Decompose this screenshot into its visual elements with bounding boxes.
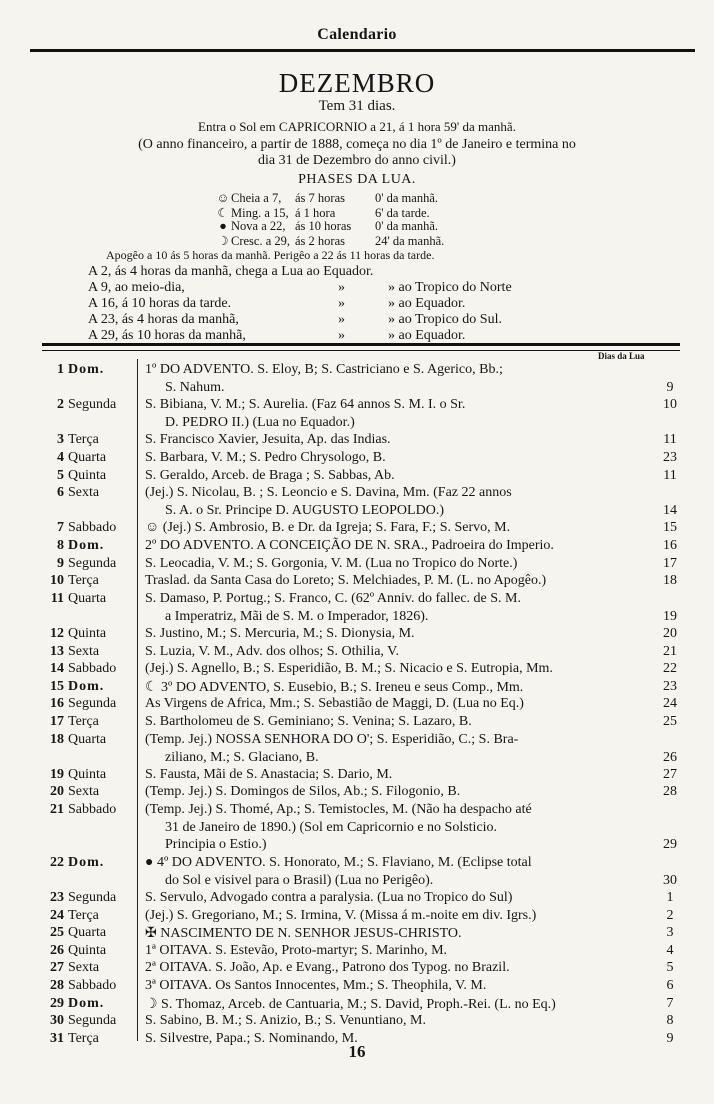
day-row	[0, 714, 714, 732]
weekday: Dom.	[68, 362, 105, 377]
phase-row	[215, 233, 444, 249]
phase-minutes: 24' da manhã.	[375, 234, 445, 248]
weekday: Segunda	[68, 890, 117, 905]
moon-day: 30	[663, 873, 677, 888]
day-number: 23	[50, 890, 64, 905]
day-number: 31	[50, 1031, 64, 1046]
top-rule	[30, 49, 695, 52]
saint-text: S. Silvestre, Papa.; S. Nominando, M.	[145, 1031, 358, 1046]
weekday: Terça	[68, 714, 99, 729]
saint-text: (Temp. Jej.) NOSSA SENHORA DO O'; S. Esperidião, C.; S. Bra-	[145, 732, 519, 747]
saint-text: ☺ (Jej.) S. Ambrosio, B. e Dr. da Igreja; S. Fara, F.; S. Servo, M.	[145, 520, 511, 535]
moon-day: 28	[663, 784, 677, 799]
moon-day: 21	[663, 644, 677, 659]
saint-text: 1º DO ADVENTO. S. Eloy, B; S. Castriciano e S. Agerico, Bb.;	[145, 362, 503, 377]
day-row	[0, 556, 714, 574]
weekday: Segunda	[68, 397, 117, 412]
day-row	[0, 960, 714, 978]
day-row	[0, 908, 714, 926]
day-number: 22	[50, 855, 64, 870]
day-row	[0, 573, 714, 591]
saint-text: Traslad. da Santa Casa do Loreto; S. Melchiades, P. M. (L. no Apogêo.)	[145, 573, 547, 588]
moon-day: 11	[663, 468, 677, 483]
weekday: Quarta	[68, 591, 107, 606]
saint-text: a Imperatriz, Mãi de S. M. o Imperador, 1826).	[165, 609, 429, 624]
moon-day: 1	[666, 890, 674, 905]
day-number: 17	[50, 714, 64, 729]
day-number: 12	[50, 626, 64, 641]
weekday: Quinta	[68, 943, 107, 958]
day-row	[0, 890, 714, 908]
phase-hour: ás 10 horas	[295, 219, 352, 233]
day-row	[0, 802, 714, 852]
weekday: Sabbado	[68, 802, 117, 817]
saint-text: ☾ 3º DO ADVENTO, S. Eusebio, B.; S. Ireneu e seus Comp., Mm.	[145, 680, 524, 695]
equator-destination: » ao Tropico do Sul.	[388, 312, 502, 327]
moon-day: 14	[663, 503, 677, 518]
saint-text: (Jej.) S. Agnello, B.; S. Esperidião, B. M.; S. Nicacio e S. Eutropia, Mm.	[145, 661, 553, 676]
day-number: 7	[57, 520, 64, 535]
day-row	[0, 978, 714, 996]
moon-day: 26	[663, 750, 677, 765]
day-number: 16	[50, 696, 64, 711]
moon-day: 6	[666, 978, 674, 993]
saint-text: S. A. o Sr. Principe D. AUGUSTO LEOPOLDO.)	[165, 503, 444, 518]
phase-minutes: 0' da manhã.	[375, 219, 438, 233]
saint-text: (Temp. Jej.) S. Domingos de Silos, Ab.; S. Filogonio, B.	[145, 784, 461, 799]
moon-day: 29	[663, 837, 677, 852]
day-row	[0, 1013, 714, 1031]
weekday: Quarta	[68, 925, 107, 940]
day-row	[0, 591, 714, 624]
equator-ditto: »	[338, 280, 345, 295]
day-row	[0, 996, 714, 1014]
day-row	[0, 538, 714, 556]
weekday: Segunda	[68, 1013, 117, 1028]
day-row	[0, 943, 714, 961]
saint-text: ● 4º DO ADVENTO. S. Honorato, M.; S. Flaviano, M. (Eclipse total	[145, 855, 532, 870]
moon-day: 8	[666, 1013, 674, 1028]
saint-text: ✠ NASCIMENTO DE N. SENHOR JESUS-CHRISTO.	[145, 926, 462, 941]
day-row	[0, 362, 714, 395]
weekday: Sexta	[68, 960, 100, 975]
weekday: Sexta	[68, 644, 100, 659]
saint-text: ziliano, M.; S. Glaciano, B.	[165, 750, 319, 765]
moon-phase-icon: ☺	[216, 191, 230, 205]
weekday: Segunda	[68, 556, 117, 571]
moon-day: 4	[666, 943, 674, 958]
weekday: Dom.	[68, 996, 105, 1011]
weekday: Terça	[68, 1031, 99, 1046]
equator-destination: » ao Equador.	[388, 296, 466, 311]
weekday: Dom.	[68, 855, 105, 870]
weekday: Dom.	[68, 679, 105, 694]
weekday: Terça	[68, 432, 99, 447]
saint-text: S. Justino, M.; S. Mercuria, M.; S. Dionysia, M.	[145, 626, 415, 641]
day-number: 4	[57, 450, 64, 465]
day-number: 25	[50, 925, 64, 940]
equator-text: A 2, ás 4 horas da manhã, chega a Lua ao Equador.	[88, 264, 374, 279]
day-number: 3	[57, 432, 64, 447]
fiscal-note-line-2: dia 31 de Dezembro do anno civil.)	[258, 153, 456, 168]
day-row	[0, 925, 714, 943]
phase-minutes: 0' da manhã.	[375, 191, 438, 205]
saint-text: 1ª OITAVA. S. Estevão, Proto-martyr; S. Marinho, M.	[145, 943, 448, 958]
day-row	[0, 397, 714, 430]
equator-text: A 9, ao meio-dia,	[88, 280, 185, 295]
equator-ditto: »	[338, 296, 345, 311]
saint-text: S. Leocadia, V. M.; S. Gorgonia, V. M. (Lua no Tropico do Norte.)	[145, 556, 518, 571]
day-row	[0, 732, 714, 765]
weekday: Sabbado	[68, 520, 117, 535]
day-row	[0, 468, 714, 486]
day-number: 24	[50, 908, 64, 923]
moon-day: 7	[666, 996, 674, 1011]
day-number: 6	[57, 485, 64, 500]
moon-day: 17	[663, 556, 677, 571]
moon-day: 24	[663, 696, 677, 711]
day-number: 30	[50, 1013, 64, 1028]
saint-text: 2º DO ADVENTO. A CONCEIÇÃO DE N. SRA., Padroeira do Imperio.	[145, 538, 554, 553]
moon-day: 19	[663, 609, 677, 624]
day-row	[0, 644, 714, 662]
day-number: 21	[50, 802, 64, 817]
day-number: 10	[50, 573, 64, 588]
saint-text: S. Geraldo, Arceb. de Braga ; S. Sabbas, Ab.	[145, 468, 395, 483]
equator-destination: » ao Equador.	[388, 328, 466, 343]
table-rule	[42, 343, 680, 351]
day-row	[0, 784, 714, 802]
day-row	[0, 767, 714, 785]
day-row	[0, 626, 714, 644]
saint-text: 31 de Janeiro de 1890.) (Sol em Capricornio e no Solsticio.	[165, 820, 498, 835]
day-row	[0, 520, 714, 538]
moon-days-header: Dias da Lua	[598, 351, 645, 361]
moon-day: 22	[663, 661, 677, 676]
moon-day: 16	[663, 538, 677, 553]
day-row	[0, 679, 714, 697]
weekday: Terça	[68, 908, 99, 923]
phase-date: Nova a 22,	[231, 219, 286, 233]
apogee-perigee: Apogêo a 10 ás 5 horas da manhã. Perigêo a 22 ás 11 horas da tarde.	[106, 248, 435, 262]
day-number: 2	[57, 397, 64, 412]
phase-hour: ás 7 horas	[295, 191, 345, 205]
day-number: 9	[57, 556, 64, 571]
day-number: 13	[50, 644, 64, 659]
day-row	[0, 485, 714, 518]
weekday: Sexta	[68, 784, 100, 799]
equator-text: A 29, ás 10 horas da manhã,	[88, 328, 246, 343]
day-number: 15	[50, 679, 64, 694]
saint-text: 3ª OITAVA. Os Santos Innocentes, Mm.; S. Theophila, V. M.	[145, 978, 487, 993]
day-number: 1	[57, 362, 64, 377]
saint-text: S. Barbara, V. M.; S. Pedro Chrysologo, B.	[145, 450, 386, 465]
phases-title: PHASES DA LUA.	[298, 172, 416, 187]
moon-day: 18	[663, 573, 677, 588]
saint-text: D. PEDRO II.) (Lua no Equador.)	[165, 415, 355, 430]
running-title: Calendario	[317, 26, 397, 43]
moon-day: 11	[663, 432, 677, 447]
saint-text: As Virgens de Africa, Mm.; S. Sebastião de Maggi, D. (Lua no Eq.)	[145, 696, 524, 711]
sun-entry: Entra o Sol em CAPRICORNIO a 21, á 1 hora 59' da manhã.	[198, 119, 516, 134]
moon-day: 20	[663, 626, 677, 641]
day-number: 8	[57, 538, 64, 553]
moon-day: 5	[666, 960, 674, 975]
saint-text: (Jej.) S. Nicolau, B. ; S. Leoncio e S. Davina, Mm. (Faz 22 annos	[145, 485, 512, 500]
month-title: DEZEMBRO	[278, 68, 436, 98]
weekday: Terça	[68, 573, 99, 588]
day-row	[0, 855, 714, 888]
moon-day: 10	[663, 397, 677, 412]
phase-date: Ming. a 15,	[231, 206, 289, 220]
equator-text: A 16, á 10 horas da tarde.	[88, 296, 232, 311]
moon-day: 9	[666, 1031, 674, 1046]
phase-row	[215, 219, 438, 234]
day-number: 28	[50, 978, 64, 993]
weekday: Sabbado	[68, 661, 117, 676]
weekday: Dom.	[68, 538, 105, 553]
fiscal-note-line-1: (O anno financeiro, a partir de 1888, começa no dia 1º de Janeiro e termina no	[138, 137, 576, 152]
day-number: 18	[50, 732, 64, 747]
equator-ditto: »	[338, 328, 345, 343]
weekday: Quarta	[68, 732, 107, 747]
page-number: 16	[348, 1042, 366, 1061]
day-row	[0, 661, 714, 679]
saint-text: ☽ S. Thomaz, Arceb. de Cantuaria, M.; S. David, Proph.-Rei. (L. no Eq.)	[145, 997, 556, 1012]
day-number: 29	[50, 996, 64, 1011]
day-row	[0, 696, 714, 714]
moon-day: 2	[666, 908, 674, 923]
saint-text: Principia o Estio.)	[165, 837, 267, 852]
month-days: Tem 31 dias.	[318, 98, 396, 114]
moon-day: 25	[663, 714, 677, 729]
weekday: Quinta	[68, 767, 107, 782]
phase-row	[215, 191, 438, 206]
weekday: Segunda	[68, 696, 117, 711]
saint-text: (Jej.) S. Gregoriano, M.; S. Irmina, V. (Missa á m.-noite em div. Igrs.)	[145, 908, 537, 923]
day-number: 5	[57, 468, 64, 483]
weekday: Sabbado	[68, 978, 117, 993]
weekday: Quinta	[68, 468, 107, 483]
saint-text: S. Bibiana, V. M.; S. Aurelia. (Faz 64 annos S. M. I. o Sr.	[145, 397, 466, 412]
saint-text: S. Sabino, B. M.; S. Anizio, B.; S. Venuntiano, M.	[145, 1013, 426, 1028]
day-number: 20	[50, 784, 64, 799]
moon-day: 23	[663, 679, 677, 694]
saint-text: S. Fausta, Mãi de S. Anastacia; S. Dario, M.	[145, 767, 393, 782]
day-number: 27	[50, 960, 64, 975]
moon-phase-icon: ☽	[217, 234, 229, 248]
day-number: 14	[50, 661, 64, 676]
saint-text: S. Nahum.	[165, 380, 225, 395]
moon-day: 9	[666, 380, 674, 395]
moon-day: 27	[663, 767, 677, 782]
saint-text: S. Francisco Xavier, Jesuita, Ap. das Indias.	[145, 432, 391, 447]
saint-text: do Sol e visivel para o Brasil) (Lua no Perigêo).	[165, 873, 434, 888]
phase-date: Cheia a 7,	[231, 191, 282, 205]
saint-text: S. Servulo, Advogado contra a paralysia. (Lua no Tropico do Sul)	[145, 890, 513, 905]
phase-hour: ás 2 horas	[295, 234, 345, 248]
saint-text: (Temp. Jej.) S. Thomé, Ap.; S. Temistocles, M. (Não ha despacho até	[145, 802, 532, 817]
day-number: 19	[50, 767, 64, 782]
equator-ditto: »	[338, 312, 345, 327]
moon-phase-icon: ●	[219, 219, 227, 233]
saint-text: 2ª OITAVA. S. João, Ap. e Evang., Patrono dos Typog. no Brazil.	[145, 960, 510, 975]
phase-hour: á 1 hora	[295, 206, 336, 220]
phase-date: Cresc. a 29,	[231, 234, 291, 248]
day-row	[0, 450, 714, 468]
weekday: Sexta	[68, 485, 100, 500]
day-row	[0, 432, 714, 450]
day-number: 26	[50, 943, 64, 958]
saint-text: S. Luzia, V. M., Adv. dos olhos; S. Othilia, V.	[145, 644, 399, 659]
weekday: Quarta	[68, 450, 107, 465]
weekday: Quinta	[68, 626, 107, 641]
phase-minutes: 6' da tarde.	[375, 206, 430, 220]
day-number: 11	[50, 591, 64, 606]
saint-text: S. Bartholomeu de S. Geminiano; S. Venina; S. Lazaro, B.	[145, 714, 472, 729]
moon-phase-icon: ☾	[217, 206, 229, 220]
equator-destination: » ao Tropico do Norte	[388, 280, 512, 295]
moon-day: 15	[663, 520, 677, 535]
moon-day: 3	[666, 925, 674, 940]
equator-text: A 23, ás 4 horas da manhã,	[88, 312, 239, 327]
saint-text: S. Damaso, P. Portug.; S. Franco, C. (62º Anniv. do fallec. de S. M.	[145, 591, 521, 606]
moon-day: 23	[663, 450, 677, 465]
